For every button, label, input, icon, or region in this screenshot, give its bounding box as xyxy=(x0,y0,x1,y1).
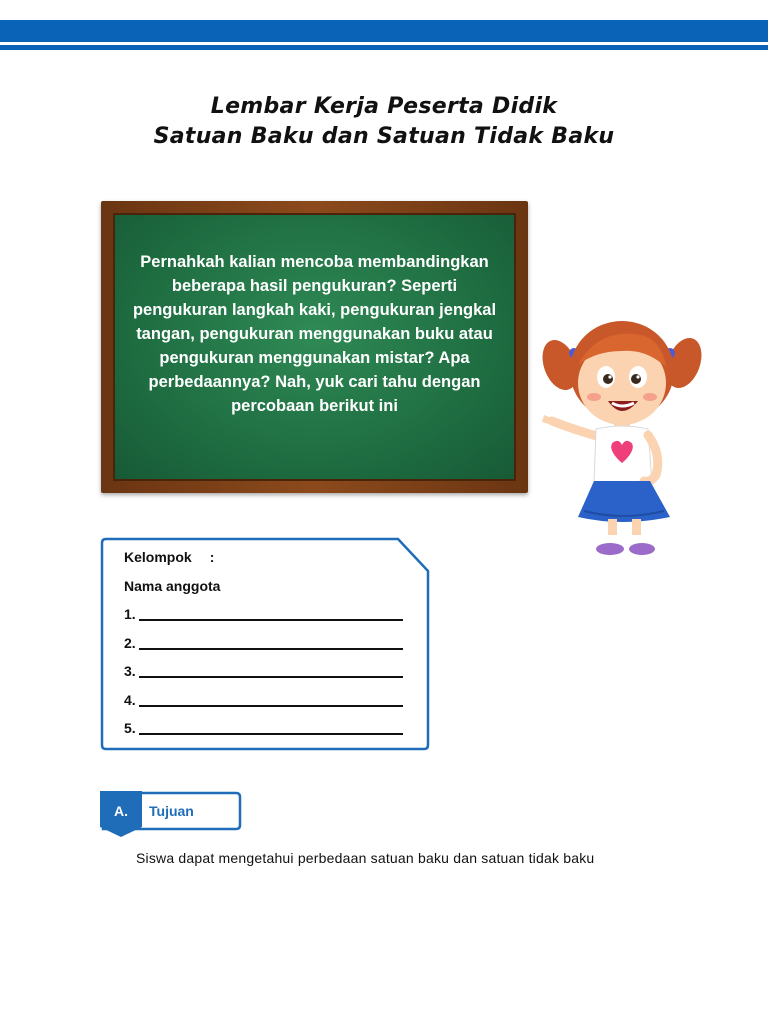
member-line-1 xyxy=(124,604,414,633)
page-title xyxy=(0,92,768,152)
group-colon: : xyxy=(209,549,215,565)
member-number: 2. xyxy=(124,634,136,651)
chalkboard-surface xyxy=(113,213,516,481)
header-bar xyxy=(0,20,768,42)
blank-line[interactable] xyxy=(139,662,403,678)
section-letter: A. xyxy=(114,803,128,819)
blank-line[interactable] xyxy=(139,691,403,707)
section-a-body: Siswa dapat mengetahui perbedaan satuan baku dan satuan tidak baku xyxy=(136,850,595,866)
member-line-2 xyxy=(124,633,414,662)
blank-line[interactable] xyxy=(139,605,403,621)
title-line-1: Lembar Kerja Peserta Didik xyxy=(210,94,558,119)
group-label: Kelompok xyxy=(124,549,192,565)
members-label: Nama anggota xyxy=(124,577,221,594)
blank-line[interactable] xyxy=(139,719,403,735)
member-number: 5. xyxy=(124,720,136,736)
section-title: Tujuan xyxy=(149,803,194,819)
blank-line[interactable] xyxy=(139,634,403,650)
member-line-4 xyxy=(124,690,414,719)
group-form xyxy=(100,537,430,751)
chalkboard-text: Pernahkah kalian mencoba membandingkan beberapa hasil pengukuran? Seperti pengukuran langkah kaki, pengukuran jengkal tangan, pengukuran menggunakan buku atau pengukuran menggunakan mistar? Apa perbedaannya? Nah, yuk cari tahu dengan percobaan berikut ini xyxy=(132,253,497,415)
chalkboard xyxy=(101,201,528,493)
girl-illustration xyxy=(538,305,708,565)
member-line-3 xyxy=(124,661,414,690)
member-number: 3. xyxy=(124,663,136,679)
header-bar-stripe xyxy=(0,45,768,50)
member-line-5 xyxy=(124,718,414,747)
member-number: 4. xyxy=(124,691,136,708)
group-row xyxy=(124,547,414,576)
title-line-2: Satuan Baku dan Satuan Tidak Baku xyxy=(153,124,615,149)
section-a-header xyxy=(100,791,242,839)
member-number: 1. xyxy=(124,606,136,622)
